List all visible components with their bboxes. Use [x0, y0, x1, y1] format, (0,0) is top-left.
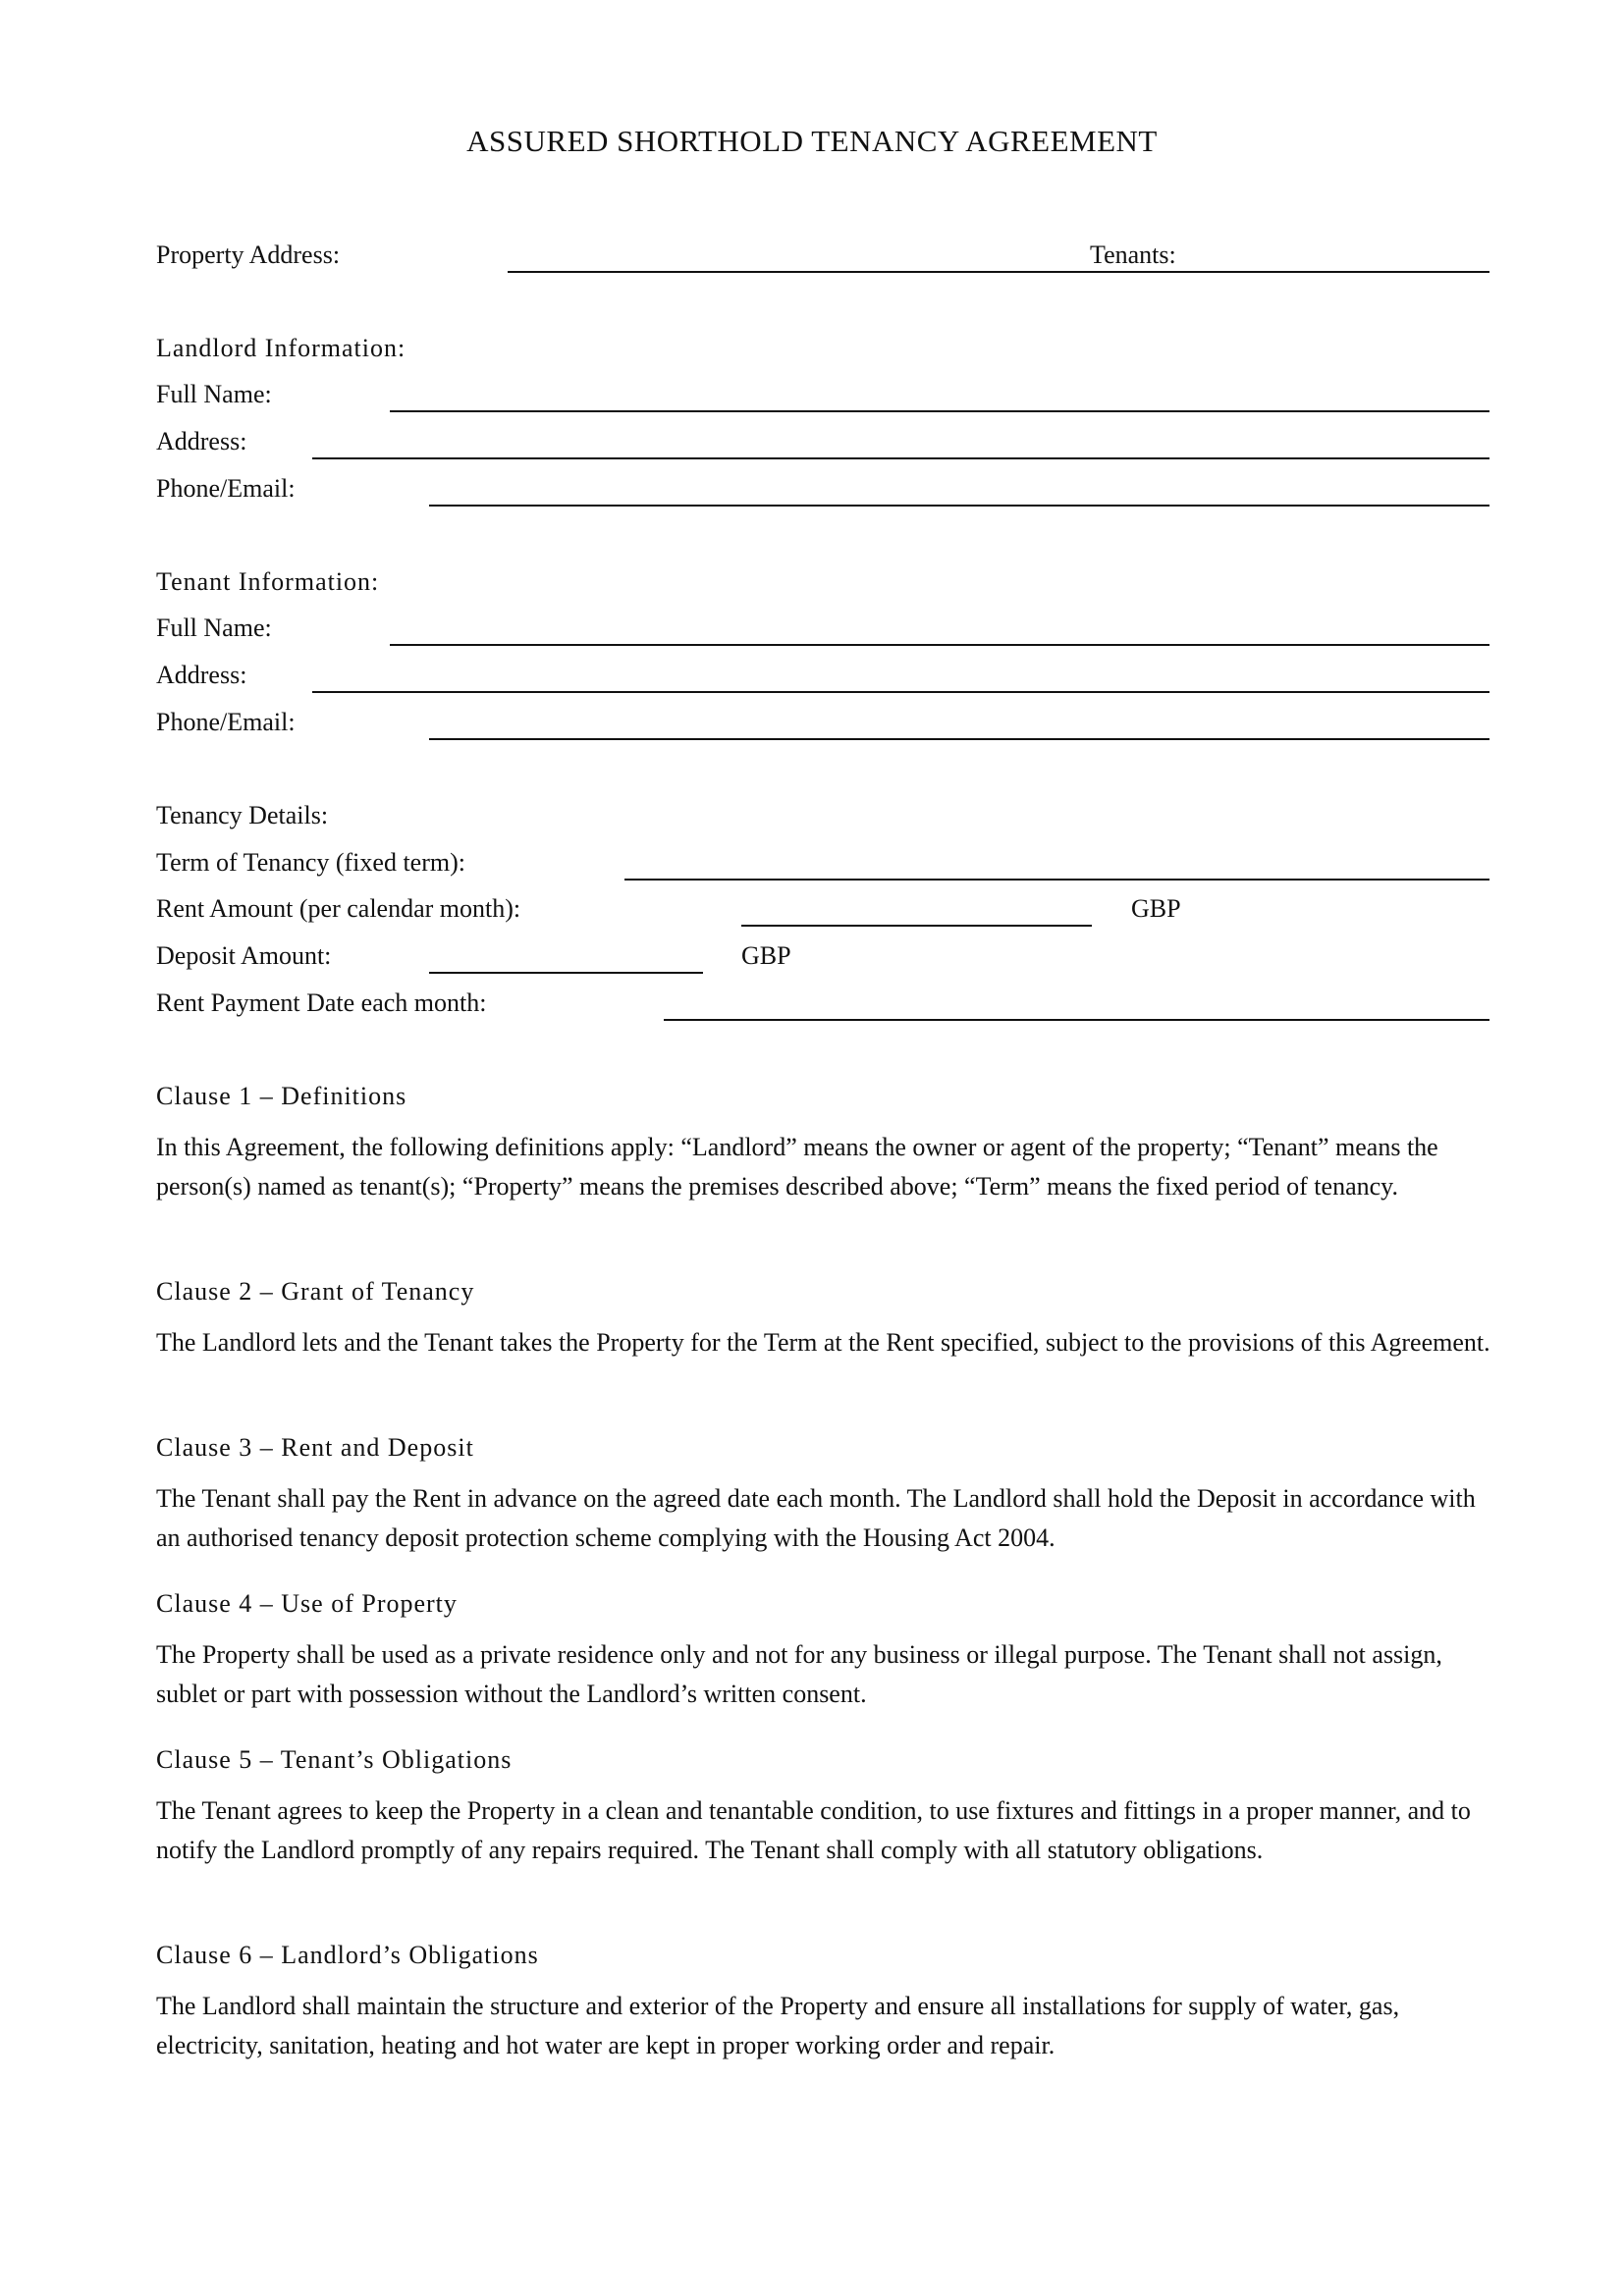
term-line[interactable]: [624, 879, 1489, 881]
clause-1-title: Clause 1 – Definitions: [156, 1082, 407, 1110]
clause-2-title: Clause 2 – Grant of Tenancy: [156, 1277, 475, 1306]
deposit-line[interactable]: [429, 972, 703, 974]
tenant-heading: Tenant Information:: [156, 567, 380, 596]
clause-3-title: Clause 3 – Rent and Deposit: [156, 1433, 474, 1462]
clause-1-body: In this Agreement, the following definitions apply: “Landlord” means the owner or agent of the property; “Tenant” means the person(s) named as tenant(s); “Property” means the premises described above; “Term” means the fixed period of tenancy.: [156, 1133, 1438, 1201]
clause-6-title: Clause 6 – Landlord’s Obligations: [156, 1941, 539, 1969]
landlord-full-name-label: Full Name:: [156, 380, 272, 408]
landlord-full-name-line[interactable]: [390, 410, 1489, 412]
rent-line[interactable]: [741, 925, 1092, 927]
payment-date-line[interactable]: [664, 1019, 1489, 1021]
tenant-address-label: Address:: [156, 661, 247, 689]
clause-6-body: The Landlord shall maintain the structure and exterior of the Property and ensure all installations for supply of water, gas, electricity, sanitation, heating and hot water are kept in proper working order and repair.: [156, 1992, 1400, 2059]
landlord-phone-email-label: Phone/Email:: [156, 474, 296, 503]
clause-4-title: Clause 4 – Use of Property: [156, 1589, 458, 1618]
property-address-line[interactable]: [508, 271, 1489, 273]
landlord-phone-email-line[interactable]: [429, 505, 1489, 507]
tenant-full-name-line[interactable]: [390, 644, 1489, 646]
term-label: Term of Tenancy (fixed term):: [156, 848, 465, 877]
document-title: ASSURED SHORTHOLD TENANCY AGREEMENT: [466, 124, 1158, 158]
clause-5-title: Clause 5 – Tenant’s Obligations: [156, 1745, 513, 1774]
tenant-address-line[interactable]: [312, 691, 1489, 693]
tenancy-heading: Tenancy Details:: [156, 801, 329, 829]
rent-unit: GBP: [1131, 894, 1181, 923]
tenant-phone-email-label: Phone/Email:: [156, 708, 296, 736]
clause-2-body: The Landlord lets and the Tenant takes the Property for the Term at the Rent specified, subject to the provisions of this Agreement.: [156, 1328, 1490, 1357]
rent-label: Rent Amount (per calendar month):: [156, 894, 521, 923]
landlord-address-label: Address:: [156, 427, 247, 455]
tenants-label: Tenants:: [1090, 240, 1176, 269]
deposit-label: Deposit Amount:: [156, 941, 332, 970]
deposit-unit: GBP: [741, 941, 791, 970]
clause-3-body: The Tenant shall pay the Rent in advance on the agreed date each month. The Landlord shall hold the Deposit in accordance with an authorised tenancy deposit protection scheme complying with the Housing Act 2004.: [156, 1484, 1476, 1552]
clause-4-body: The Property shall be used as a private residence only and not for any business or illegal purpose. The Tenant shall not assign, sublet or part with possession without the Landlord’s written consent.: [156, 1640, 1442, 1708]
landlord-address-line[interactable]: [312, 457, 1489, 459]
tenant-full-name-label: Full Name:: [156, 614, 272, 642]
landlord-heading: Landlord Information:: [156, 334, 406, 362]
payment-date-label: Rent Payment Date each month:: [156, 988, 487, 1017]
tenant-phone-email-line[interactable]: [429, 738, 1489, 740]
property-address-label: Property Address:: [156, 240, 341, 269]
clause-5-body: The Tenant agrees to keep the Property in a clean and tenantable condition, to use fixtures and fittings in a proper manner, and to notify the Landlord promptly of any repairs required. The Tenant shall comply with all statutory obligations.: [156, 1796, 1471, 1864]
